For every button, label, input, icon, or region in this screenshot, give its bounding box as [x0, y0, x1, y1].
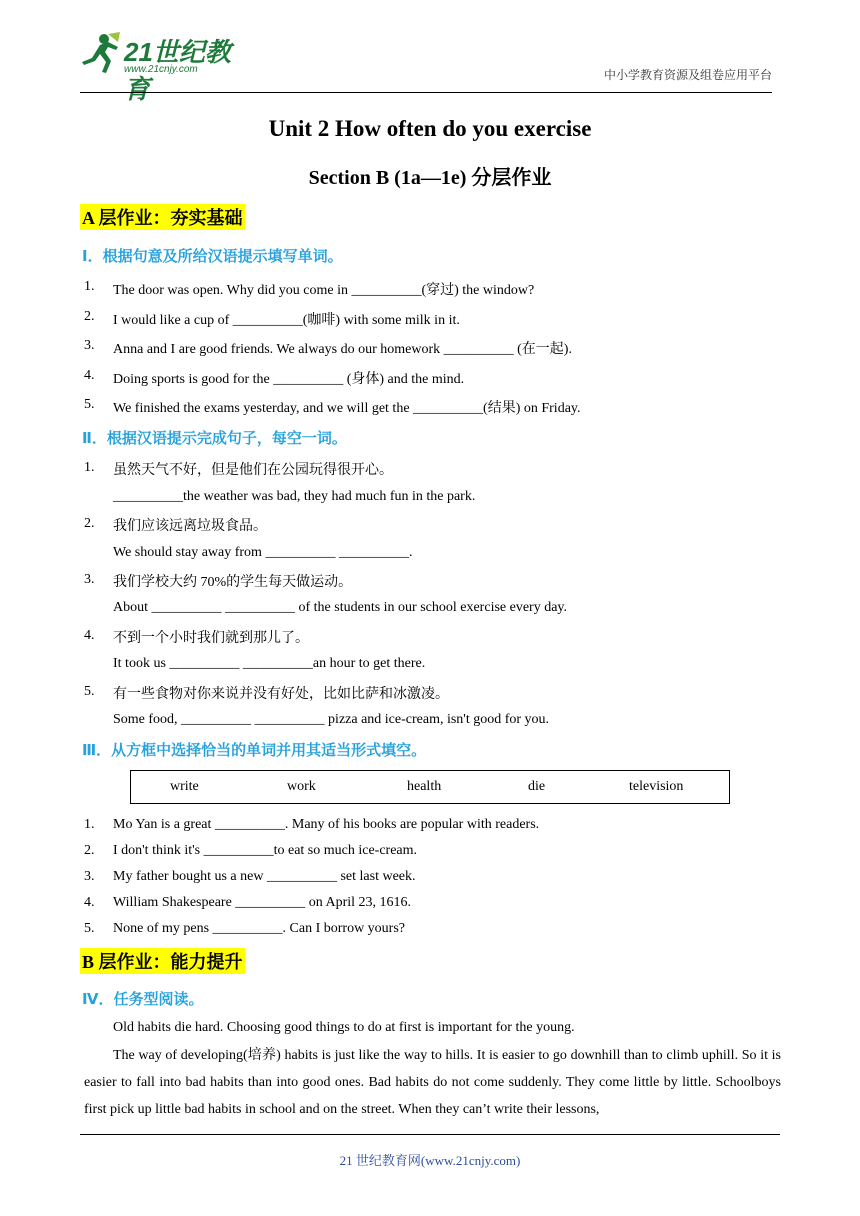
reading-paragraph-1: Old habits die hard. Choosing good things to do at first is important for the young. [113, 1020, 575, 1035]
item-number: 5. [84, 397, 95, 412]
part-1-heading: Ⅰ．根据句意及所给汉语提示填写单词。 [82, 247, 343, 265]
chinese-prompt: 我们应该远离垃圾食品。 [113, 519, 267, 534]
chinese-prompt: 虽然天气不好，但是他们在公园玩得很开心。 [113, 463, 393, 478]
platform-label: 中小学教育资源及组卷应用平台 [603, 68, 772, 82]
part-4-heading: Ⅳ．任务型阅读。 [82, 990, 204, 1008]
part-2-heading: Ⅱ．根据汉语提示完成句子，每空一词。 [82, 429, 347, 447]
item-number: 4. [84, 368, 95, 383]
part-3-heading: Ⅲ．从方框中选择恰当的单词并用其适当形式填空。 [82, 741, 427, 759]
list-item: None of my pens __________. Can I borrow yours? [113, 921, 406, 936]
list-item: William Shakespeare __________ on April 23, 1616. [113, 895, 412, 910]
list-item: I would like a cup of __________(咖啡) with some milk in it. [113, 313, 460, 328]
item-number: 3. [84, 572, 95, 587]
word-box [130, 770, 730, 804]
site-logo [78, 30, 248, 104]
list-item: We finished the exams yesterday, and we will get the __________(结果) on Friday. [113, 401, 581, 416]
item-number: 1. [84, 817, 95, 832]
item-number: 3. [84, 869, 95, 884]
chinese-prompt: 不到一个小时我们就到那儿了。 [113, 631, 309, 646]
item-number: 2. [84, 309, 95, 324]
english-sentence: About __________ __________ of the students in our school exercise every day. [113, 600, 568, 615]
layer-b-heading: B 层作业：能力提升 [80, 948, 245, 974]
footer-divider [80, 1134, 780, 1135]
chinese-prompt: 有一些食物对你来说并没有好处，比如比萨和冰激凌。 [113, 687, 449, 702]
list-item: My father bought us a new __________ set last week. [113, 869, 416, 884]
page-title: Unit 2 How often do you exercise [268, 116, 592, 141]
logo-url: www.21cnjy.com [124, 64, 198, 75]
list-item: Doing sports is good for the __________ (身体) and the mind. [113, 372, 465, 387]
chinese-prompt: 我们学校大约 70%的学生每天做运动。 [113, 575, 353, 590]
item-number: 3. [84, 338, 95, 353]
logo-text: 21世纪教育 [124, 37, 231, 104]
item-number: 5. [84, 921, 95, 936]
list-item: Mo Yan is a great __________. Many of his books are popular with readers. [113, 817, 540, 832]
word-option: television [629, 779, 684, 794]
word-option: die [528, 779, 546, 794]
item-number: 5. [84, 684, 95, 699]
list-item: I don't think it's __________to eat so much ice-cream. [113, 843, 418, 858]
word-option: health [407, 779, 442, 794]
header-divider [80, 92, 772, 93]
word-option: write [170, 779, 199, 794]
english-sentence: Some food, __________ __________ pizza and ice-cream, isn't good for you. [113, 712, 550, 727]
list-item: The door was open. Why did you come in __________(穿过) the window? [113, 283, 535, 298]
section-title: Section B (1a—1e) 分层作业 [308, 167, 552, 189]
item-number: 2. [84, 843, 95, 858]
footer-text: 21 世纪教育网(www.21cnjy.com) [339, 1153, 521, 1168]
english-sentence: We should stay away from __________ __________. [113, 545, 413, 560]
item-number: 4. [84, 895, 95, 910]
item-number: 2. [84, 516, 95, 531]
layer-a-heading: A 层作业：夯实基础 [80, 204, 245, 230]
english-sentence: __________the weather was bad, they had much fun in the park. [113, 489, 476, 504]
item-number: 4. [84, 628, 95, 643]
word-option: work [287, 779, 316, 794]
runner-logo-icon [78, 32, 122, 74]
item-number: 1. [84, 460, 95, 475]
english-sentence: It took us __________ __________an hour to get there. [113, 656, 426, 671]
item-number: 1. [84, 279, 95, 294]
list-item: Anna and I are good friends. We always do our homework __________ (在一起). [113, 342, 572, 357]
reading-paragraph-2: The way of developing(培养) habits is just like the way to hills. It is easier to go downhill than to climb uphill. So it is easier to fall into bad habits than into good ones. Bad habits do not come suddenly. They come little by little. Schoolboys first pick up little bad habits in school and on the street. When they can’t write their lessons, [84, 1048, 781, 1117]
